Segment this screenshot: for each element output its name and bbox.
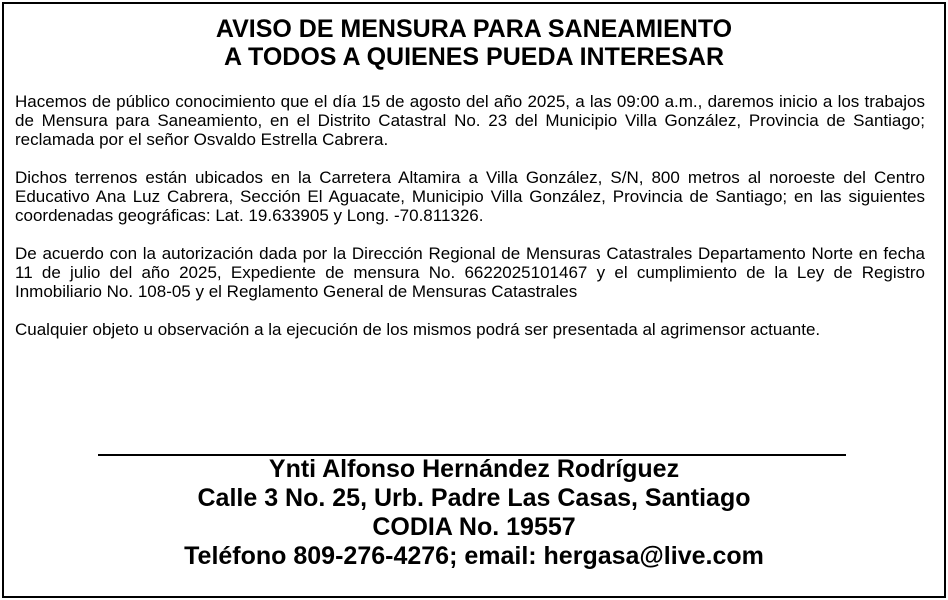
heading-line-1: AVISO DE MENSURA PARA SANEAMIENTO [215, 15, 733, 43]
paragraph-announcement: Hacemos de público conocimiento que el día 15 de agosto del año 2025, a las 09:00 a.m., daremos inicio a los trabajos de Mensura para Saneamiento, en el Distrito Catastral No. 23 del Municipio Villa González, Provincia de Santiago; reclamada por el señor Osvaldo Estrella Cabrera. [15, 92, 925, 149]
signature-block [0, 455, 948, 571]
heading-line-2: A TODOS A QUIENES PUEDA INTERESAR [223, 43, 725, 71]
paragraph-location: Dichos terrenos están ubicados en la Carretera Altamira a Villa González, S/N, 800 metros al noroeste del Centro Educativo Ana Luz Cabrera, Sección El Aguacate, Municipio Villa González, Provincia de Santiago; en las siguientes coordenadas geográficas: Lat. 19.633905 y Long. -70.811326. [15, 168, 925, 225]
surveyor-contact: Teléfono 809-276-4276; email: hergasa@live.com [184, 542, 764, 570]
surveyor-name: Ynti Alfonso Hernández Rodríguez [268, 455, 680, 483]
surveyor-address: Calle 3 No. 25, Urb. Padre Las Casas, Santiago [197, 484, 751, 512]
notice-heading [0, 15, 948, 71]
paragraph-authorization: De acuerdo con la autorización dada por la Dirección Regional de Mensuras Catastrales Departamento Norte en fecha 11 de julio del año 2025, Expediente de mensura No. 6622025101467 y el cumplimiento de la Ley de Registro Inmobiliario No. 108-05 y el Reglamento General de Mensuras Catastrales [15, 244, 925, 301]
notice-body [15, 92, 925, 358]
surveyor-codia: CODIA No. 19557 [372, 513, 576, 541]
paragraph-objections: Cualquier objeto u observación a la ejecución de los mismos podrá ser presentada al agrimensor actuante. [15, 320, 821, 339]
